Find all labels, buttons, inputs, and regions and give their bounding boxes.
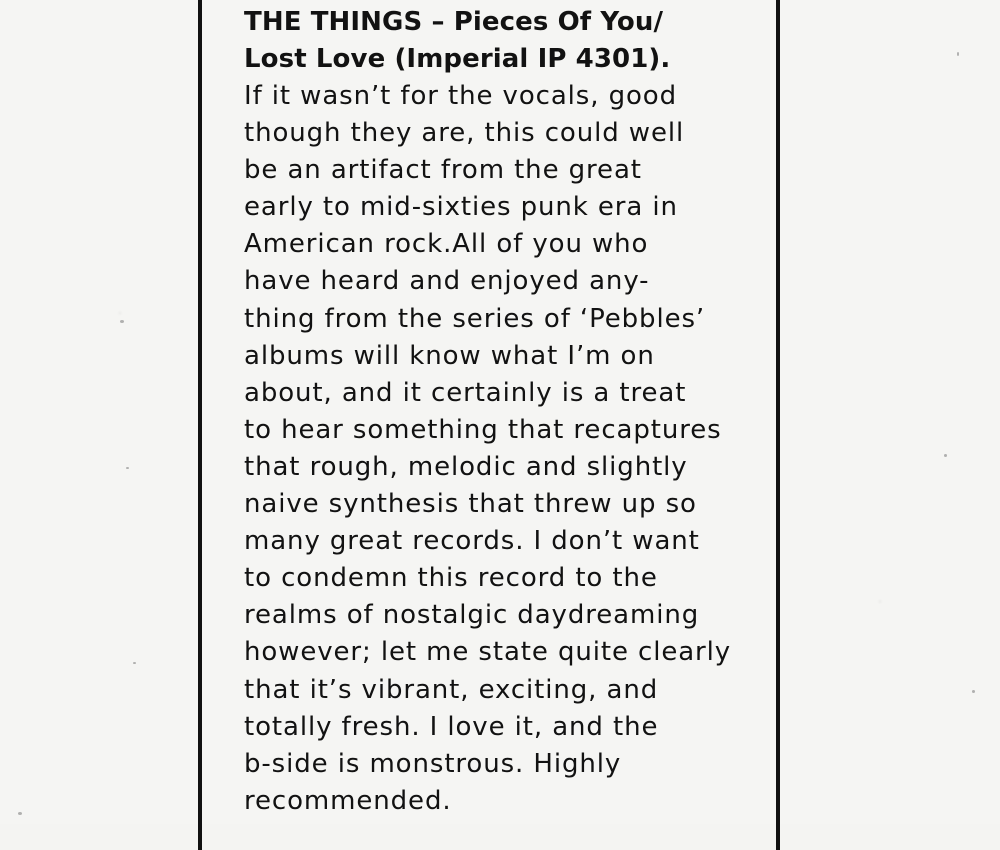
review-body-line: albums will know what I’m on [244,340,655,371]
review-body-line: American rock.All of you who [244,229,649,260]
review-body [244,78,774,820]
review-body-line: realms of nostalgic daydreaming [244,600,700,631]
review-body-line: however; let me state quite clearly [244,637,732,668]
paper-speck [944,454,947,457]
paper-speck [120,320,124,323]
paper-speck [957,52,959,56]
review-body-line: many great records. I don’t want [244,526,700,557]
review-body-line: totally fresh. I love it, and the [244,711,659,742]
review-body-line: about, and it certainly is a treat [244,377,687,408]
review-body-line: b-side is monstrous. Highly [244,748,622,779]
review-body-line: that rough, melodic and slightly [244,451,688,482]
review-heading-line: THE THINGS – Pieces Of You/ [244,7,664,37]
paper-speck [126,467,129,469]
record-review [244,4,774,820]
paper-speck [18,812,22,815]
paper-speck [972,690,975,693]
review-body-line: thing from the series of ‘Pebbles’ [244,303,706,334]
review-body-line: If it wasn’t for the vocals, good [244,81,678,111]
review-body-line: early to mid-sixties punk era in [244,192,678,223]
review-body-line: to condemn this record to the [244,563,658,594]
review-body-line: recommended. [244,785,452,816]
review-body-line: that it’s vibrant, exciting, and [244,674,659,705]
review-body-line: naive synthesis that threw up so [244,489,697,520]
review-body-line: have heard and enjoyed any- [244,266,650,297]
review-body-line: to hear something that recaptures [244,414,722,445]
review-heading-line: Lost Love (Imperial IP 4301). [244,44,671,74]
review-body-line: be an artifact from the great [244,155,642,186]
review-body-line: though they are, this could well [244,118,685,149]
paper-speck [133,662,136,664]
